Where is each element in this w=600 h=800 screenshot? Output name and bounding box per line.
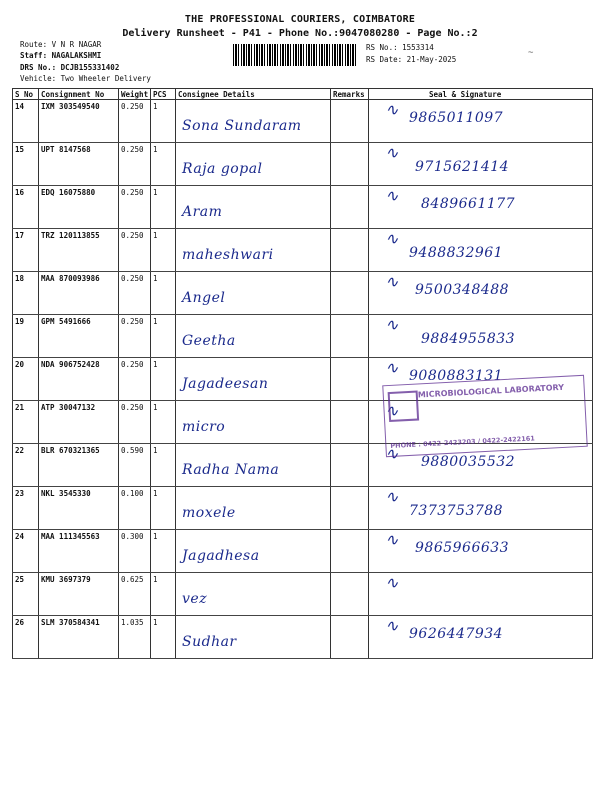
cell-weight: 0.590 — [119, 444, 151, 487]
cell-signature — [369, 186, 593, 229]
cell-pcs: 1 — [151, 100, 176, 143]
table-row — [13, 616, 593, 659]
table-row — [13, 186, 593, 229]
table-row — [13, 229, 593, 272]
consignee-name: Raja gopal — [182, 161, 263, 177]
cell-pcs: 1 — [151, 444, 176, 487]
lab-stamp — [382, 375, 587, 457]
signature-scribble-icon: ∿ — [385, 272, 399, 291]
cell-signature — [369, 530, 593, 573]
cell-consignment-no: TRZ 120113855 — [39, 229, 119, 272]
cell-remarks — [331, 444, 369, 487]
cell-consignment-no: BLR 670321365 — [39, 444, 119, 487]
cell-consignment-no: EDQ 16075880 — [39, 186, 119, 229]
col-sno: S No — [13, 89, 39, 100]
cell-consignee — [176, 315, 331, 358]
cell-remarks — [331, 530, 369, 573]
cell-consignee — [176, 143, 331, 186]
col-weight: Weight — [119, 89, 151, 100]
cell-sno: 19 — [13, 315, 39, 358]
consignee-name: vez — [182, 591, 208, 607]
col-pcs: PCS — [151, 89, 176, 100]
cell-consignment-no: GPM 5491666 — [39, 315, 119, 358]
signature-phone: 8489661177 — [421, 196, 516, 212]
cell-consignee — [176, 358, 331, 401]
stamp-logo-icon — [388, 390, 420, 422]
cell-remarks — [331, 272, 369, 315]
table-row — [13, 530, 593, 573]
signature-phone: 9080883131 — [409, 368, 504, 384]
table-header-row — [13, 89, 593, 100]
cell-remarks — [331, 315, 369, 358]
cell-consignment-no: ATP 30047132 — [39, 401, 119, 444]
signature-scribble-icon: ∿ — [385, 229, 399, 248]
signature-scribble-icon: ∿ — [385, 616, 399, 635]
corner-mark: ~ — [528, 48, 534, 58]
cell-consignment-no: MAA 111345563 — [39, 530, 119, 573]
vehicle-label: Vehicle: Two Wheeler Delivery — [20, 74, 151, 83]
signature-scribble-icon: ∿ — [385, 315, 399, 334]
consignee-name: Jagadeesan — [182, 376, 269, 392]
consignee-name: maheshwari — [182, 247, 274, 263]
cell-pcs: 1 — [151, 401, 176, 444]
cell-consignee — [176, 229, 331, 272]
rs-date: RS Date: 21-May-2025 — [366, 55, 457, 64]
cell-consignment-no: IXM 303549540 — [39, 100, 119, 143]
cell-weight: 0.250 — [119, 143, 151, 186]
cell-signature — [369, 616, 593, 659]
cell-sno: 22 — [13, 444, 39, 487]
col-remarks: Remarks — [331, 89, 369, 100]
cell-pcs: 1 — [151, 143, 176, 186]
cell-consignee — [176, 186, 331, 229]
cell-pcs: 1 — [151, 186, 176, 229]
signature-phone: 9626447934 — [409, 626, 504, 642]
cell-sno: 20 — [13, 358, 39, 401]
signature-scribble-icon: ∿ — [385, 143, 399, 162]
cell-remarks — [331, 487, 369, 530]
cell-remarks — [331, 186, 369, 229]
signature-phone: 9488832961 — [409, 245, 504, 261]
cell-consignee — [176, 100, 331, 143]
consignee-name: Geetha — [182, 333, 236, 349]
cell-pcs: 1 — [151, 487, 176, 530]
cell-remarks — [331, 358, 369, 401]
consignee-name: micro — [182, 419, 226, 435]
company-title: THE PROFESSIONAL COURIERS, COIMBATORE — [184, 14, 416, 25]
cell-pcs: 1 — [151, 315, 176, 358]
cell-consignee — [176, 444, 331, 487]
cell-pcs: 1 — [151, 229, 176, 272]
cell-sno: 17 — [13, 229, 39, 272]
signature-phone: 9865966633 — [415, 540, 510, 556]
col-signature: Seal & Signature — [369, 89, 593, 100]
cell-sno: 25 — [13, 573, 39, 616]
signature-scribble-icon: ∿ — [385, 100, 399, 119]
cell-sno: 16 — [13, 186, 39, 229]
cell-sno: 15 — [13, 143, 39, 186]
table-row — [13, 573, 593, 616]
cell-pcs: 1 — [151, 573, 176, 616]
cell-signature — [369, 487, 593, 530]
consignee-name: Radha Nama — [182, 462, 280, 478]
runsheet-table — [12, 88, 593, 659]
consignee-name: moxele — [182, 505, 236, 521]
signature-scribble-icon: ∿ — [385, 444, 399, 463]
cell-pcs: 1 — [151, 272, 176, 315]
signature-scribble-icon: ∿ — [385, 530, 399, 549]
route-label: Route: V N R NAGAR — [20, 40, 102, 49]
cell-weight: 0.625 — [119, 573, 151, 616]
cell-signature — [369, 143, 593, 186]
cell-sno: 18 — [13, 272, 39, 315]
rs-number: RS No.: 1553314 — [366, 43, 434, 52]
stamp-text: MICROBIOLOGICAL LABORATORY — [417, 382, 565, 400]
signature-phone: 9880035532 — [421, 454, 516, 470]
cell-sno: 14 — [13, 100, 39, 143]
cell-remarks — [331, 229, 369, 272]
cell-signature — [369, 272, 593, 315]
table-row — [13, 143, 593, 186]
stamp-phone: PHONE : 0422-2423203 / 0422-2422161 — [390, 434, 535, 450]
cell-consignee — [176, 401, 331, 444]
cell-weight: 0.250 — [119, 315, 151, 358]
signature-scribble-icon: ∿ — [385, 487, 399, 506]
cell-weight: 0.250 — [119, 358, 151, 401]
cell-consignment-no: MAA 870093986 — [39, 272, 119, 315]
consignee-name: Jagadhesa — [182, 548, 260, 564]
cell-remarks — [331, 573, 369, 616]
cell-weight: 0.250 — [119, 272, 151, 315]
signature-scribble-icon: ∿ — [385, 401, 399, 420]
cell-consignee — [176, 573, 331, 616]
cell-sno: 24 — [13, 530, 39, 573]
cell-consignee — [176, 616, 331, 659]
cell-consignment-no: NKL 3545330 — [39, 487, 119, 530]
cell-remarks — [331, 100, 369, 143]
cell-consignment-no: NDA 906752428 — [39, 358, 119, 401]
cell-weight: 0.250 — [119, 186, 151, 229]
cell-weight: 0.250 — [119, 100, 151, 143]
table-row — [13, 315, 593, 358]
cell-remarks — [331, 616, 369, 659]
barcode — [233, 44, 357, 66]
cell-sno: 26 — [13, 616, 39, 659]
consignee-name: Sudhar — [182, 634, 237, 650]
cell-signature — [369, 573, 593, 616]
cell-weight: 0.250 — [119, 229, 151, 272]
cell-consignee — [176, 272, 331, 315]
cell-consignment-no: KMU 3697379 — [39, 573, 119, 616]
cell-remarks — [331, 143, 369, 186]
runsheet-subtitle: Delivery Runsheet - P41 - Phone No.:9047080280 - Page No.:2 — [122, 28, 478, 39]
cell-signature — [369, 100, 593, 143]
cell-sno: 21 — [13, 401, 39, 444]
signature-phone: 7373753788 — [409, 503, 504, 519]
consignee-name: Aram — [182, 204, 223, 220]
signature-phone: 9884955833 — [421, 331, 516, 347]
cell-consignment-no: UPT 8147568 — [39, 143, 119, 186]
table-row — [13, 272, 593, 315]
signature-phone: 9500348488 — [415, 282, 510, 298]
col-consignment: Consignment No — [39, 89, 119, 100]
cell-weight: 1.035 — [119, 616, 151, 659]
cell-weight: 0.250 — [119, 401, 151, 444]
cell-pcs: 1 — [151, 530, 176, 573]
signature-scribble-icon: ∿ — [385, 358, 399, 377]
cell-signature — [369, 229, 593, 272]
table-row — [13, 487, 593, 530]
col-consignee: Consignee Details — [176, 89, 331, 100]
signature-scribble-icon: ∿ — [385, 186, 399, 205]
cell-consignee — [176, 530, 331, 573]
cell-pcs: 1 — [151, 358, 176, 401]
consignee-name: Sona Sundaram — [182, 118, 302, 134]
signature-phone: 9715621414 — [415, 159, 510, 175]
cell-consignment-no: SLM 370584341 — [39, 616, 119, 659]
cell-pcs: 1 — [151, 616, 176, 659]
cell-sno: 23 — [13, 487, 39, 530]
cell-remarks — [331, 401, 369, 444]
drs-number: DRS No.: DCJB155331402 — [20, 63, 120, 72]
signature-scribble-icon: ∿ — [385, 573, 399, 592]
signature-phone: 9865011097 — [409, 110, 504, 126]
consignee-name: Angel — [182, 290, 226, 306]
cell-weight: 0.300 — [119, 530, 151, 573]
staff-label: Staff: NAGALAKSHMI — [20, 51, 102, 60]
cell-weight: 0.100 — [119, 487, 151, 530]
table-row — [13, 100, 593, 143]
cell-signature — [369, 315, 593, 358]
cell-consignee — [176, 487, 331, 530]
